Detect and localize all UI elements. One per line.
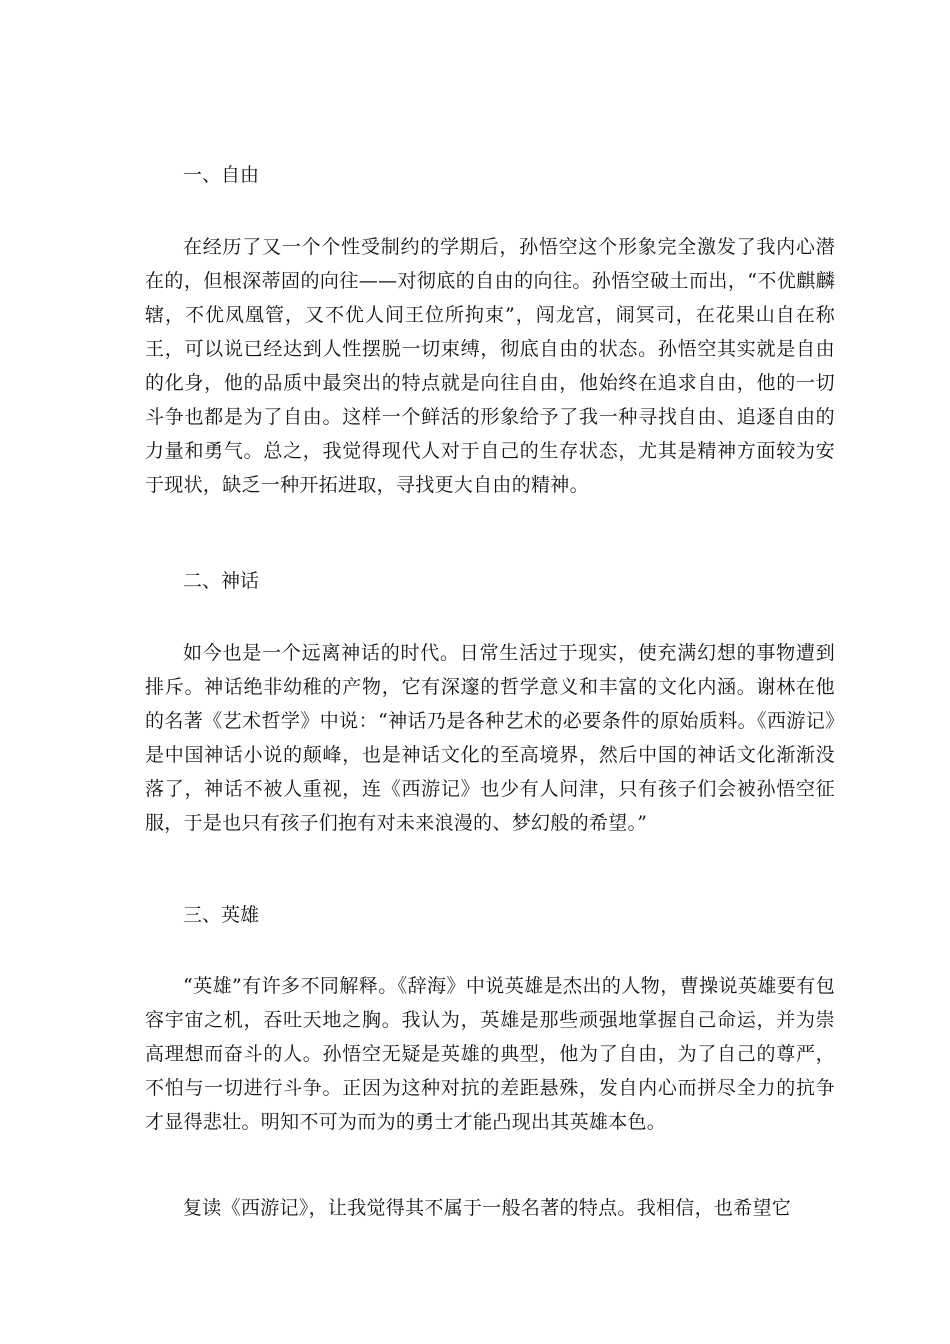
section-heading-myth: 二、神话 (183, 570, 260, 592)
closing-paragraph: 复读《西游记》，让我觉得其不属于一般名著的特点。我相信，也希望它 (183, 1197, 792, 1219)
section-heading-freedom: 一、自由 (183, 164, 260, 186)
section-paragraph-freedom: 在经历了又一个个性受制约的学期后，孙悟空这个形象完全激发了我内心潜在的，但根深蒂固的向往——对彻底的自由的向往。孙悟空破土而出，“不优麒麟辖，不优凤凰管，又不优人间王位所拘束”，闯龙宫，闹冥司，在花果山自在称王，可以说已经达到人性摆脱一切束缚，彻底自由的状态。孙悟空其实就是自由的化身，他的品质中最突出的特点就是向往自由，他始终在追求自由，他的一切斗争也都是为了自由。这样一个鲜活的形象给予了我一种寻找自由、追逐自由的力量和勇气。总之，我觉得现代人对于自己的生存状态，尤其是精神方面较为安于现状，缺乏一种开拓进取，寻找更大自由的精神。 (145, 236, 835, 496)
section-paragraph-hero: “英雄”有许多不同解释。《辞海》中说英雄是杰出的人物，曹操说英雄要有包容宇宙之机，吞吐天地之胸。我认为，英雄是那些顽强地掌握自己命运，并为崇高理想而奋斗的人。孙悟空无疑是英雄的典型，他为了自由，为了自己的尊严，不怕与一切进行斗争。正因为这种对抗的差距悬殊，发自内心而拼尽全力的抗争才显得悲壮。明知不可为而为的勇士才能凸现出其英雄本色。 (145, 975, 835, 1133)
section-heading-hero: 三、英雄 (183, 904, 260, 926)
section-paragraph-myth: 如今也是一个远离神话的时代。日常生活过于现实，使充满幻想的事物遭到排斥。神话绝非幼稚的产物，它有深邃的哲学意义和丰富的文化内涵。谢林在他的名著《艺术哲学》中说：“神话乃是各种艺术的必要条件的原始质料。《西游记》是中国神话小说的颠峰，也是神话文化的至高境界，然后中国的神话文化渐渐没落了，神话不被人重视，连《西游记》也少有人问津，只有孩子们会被孙悟空征服，于是也只有孩子们抱有对未来浪漫的、梦幻般的希望。” (145, 642, 835, 834)
